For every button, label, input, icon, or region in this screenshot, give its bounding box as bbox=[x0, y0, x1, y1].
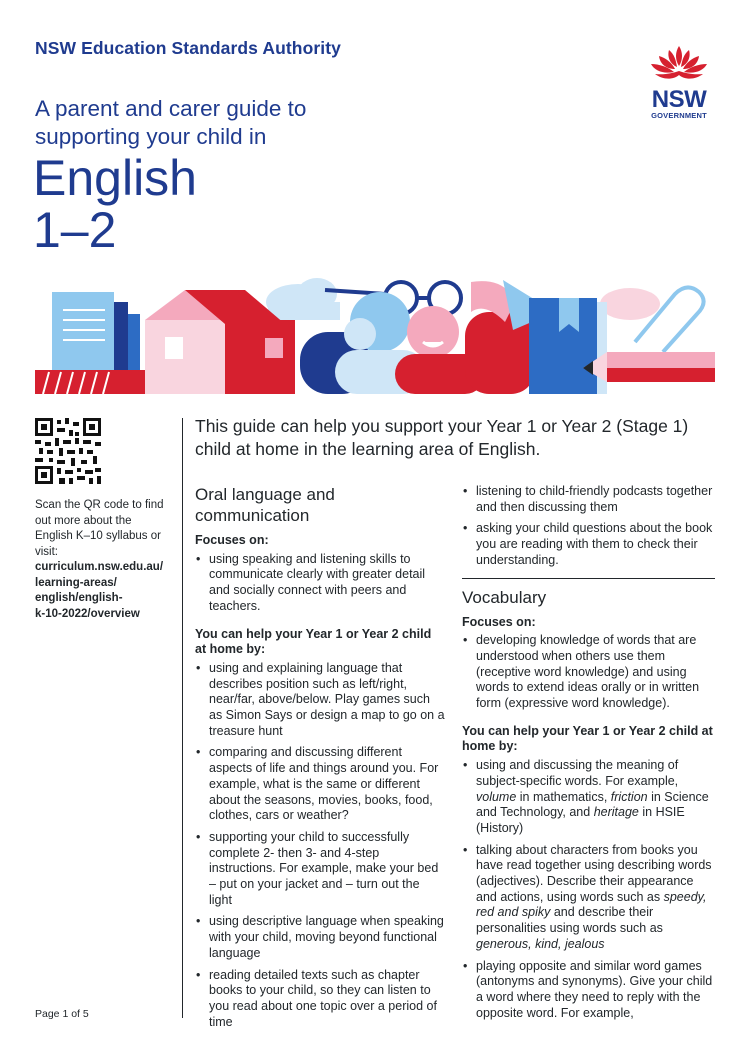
list-item: • using speaking and listening skills to communicate clearly with greater detail and socially connect with peers and teachers. bbox=[195, 552, 445, 615]
oral-help-list-continued bbox=[462, 484, 715, 569]
text-run: and describe their personalities using words such as bbox=[476, 905, 663, 936]
page-number: Page 1 of 5 bbox=[35, 1008, 89, 1020]
nsw-government-logo bbox=[644, 42, 714, 120]
vocab-focus-label: Focuses on: bbox=[462, 614, 536, 629]
right-column bbox=[462, 484, 715, 1027]
oral-help-list bbox=[195, 661, 445, 1030]
sidebar-info bbox=[35, 498, 170, 622]
example-word: volume bbox=[476, 789, 517, 804]
example-word: heritage bbox=[593, 805, 639, 820]
column-divider bbox=[182, 418, 183, 1018]
intro-text: This guide can help you support your Year 1 or Year 2 (Stage 1) child at home in the learning area of English. bbox=[195, 416, 689, 459]
example-word: friction bbox=[610, 789, 648, 804]
syllabus-link[interactable] bbox=[35, 560, 170, 622]
vocabulary-heading: Vocabulary bbox=[462, 587, 547, 607]
syllabus-link-line-3[interactable]: english/english- bbox=[35, 592, 123, 604]
oral-focus-label: Focuses on: bbox=[195, 533, 269, 547]
list-item bbox=[462, 843, 715, 953]
list-item: • asking your child questions about the book you are reading with them to check their understanding. bbox=[462, 521, 715, 568]
title-stage: 1–2 bbox=[33, 202, 117, 258]
list-item: • playing opposite and similar word games (antonyms and synonyms). Give your child a word where they need to reply with the opposite word. For example, bbox=[462, 959, 715, 1022]
list-item bbox=[462, 758, 715, 837]
list-item: • listening to child-friendly podcasts together and then discussing them bbox=[462, 484, 715, 515]
section-divider bbox=[462, 578, 715, 579]
syllabus-link-line-2[interactable]: learning-areas/ bbox=[35, 576, 117, 589]
example-words: generous, kind, jealous bbox=[476, 936, 605, 951]
qr-code-icon[interactable] bbox=[35, 418, 101, 484]
example-words: speedy, red and spiky bbox=[476, 889, 707, 920]
vocab-help-label: You can help your Year 1 or Year 2 child at home by: bbox=[462, 723, 713, 754]
logo-wordmark: NSW bbox=[651, 86, 707, 113]
syllabus-link-line-1[interactable]: curriculum.nsw.edu.au/ bbox=[35, 561, 164, 573]
text-run: talking about characters from books you have read together using describing words (adjectives). Describe their appearance and actions, using words such as bbox=[476, 842, 712, 904]
oral-language-section bbox=[195, 484, 445, 1036]
oral-help-label: You can help your Year 1 or Year 2 child at home by: bbox=[195, 626, 432, 657]
organisation-name: NSW Education Standards Authority bbox=[35, 38, 341, 58]
text-run: in Science and Technology, and bbox=[476, 789, 709, 820]
title-subject: English bbox=[33, 150, 197, 206]
vocab-focus-list bbox=[462, 633, 715, 712]
guide-subtitle: A parent and carer guide to supporting your child in bbox=[35, 96, 307, 149]
list-item: • developing knowledge of words that are understood when others use them (receptive word knowledge) and using words to extend ideas orally or in written form (expressive word knowledge). bbox=[462, 633, 715, 712]
text-run: using and discussing the meaning of subject-specific words. For example, bbox=[476, 758, 679, 788]
illustration-banner bbox=[35, 272, 715, 394]
sidebar-text: Scan the QR code to find out more about the English K–10 syllabus or visit: bbox=[35, 499, 164, 558]
list-item: • using and explaining language that describes position such as left/right, near/far, above/below. Play games such as Simon Says or design a map to go on a treasure hunt bbox=[195, 661, 445, 740]
list-item: • using descriptive language when speaking with your child, moving beyond functional language bbox=[195, 914, 445, 961]
waratah-icon bbox=[647, 42, 711, 84]
vocab-help-list bbox=[462, 758, 715, 1021]
logo-government: GOVERNMENT bbox=[651, 111, 707, 120]
list-item: • supporting your child to successfully complete 2- then 3- and 4-step instructions. For example, make your bed – put on your jacket and – turn out the light bbox=[195, 830, 445, 909]
text-run: in mathematics, bbox=[516, 789, 611, 804]
syllabus-link-line-4[interactable]: k-10-2022/overview bbox=[35, 607, 140, 620]
oral-language-heading: Oral language and communication bbox=[195, 485, 335, 525]
list-item: • reading detailed texts such as chapter books to your child, so they can listen to you read about one topic over a period of time bbox=[195, 968, 445, 1031]
oral-focus-list bbox=[195, 552, 445, 615]
list-item: • comparing and discussing different aspects of life and things around you. For example, what is the same or different about the seasons, movies, books, food, clothes, cars or weather? bbox=[195, 745, 445, 824]
page-title bbox=[33, 152, 197, 256]
text-run: in HSIE (History) bbox=[476, 805, 685, 835]
